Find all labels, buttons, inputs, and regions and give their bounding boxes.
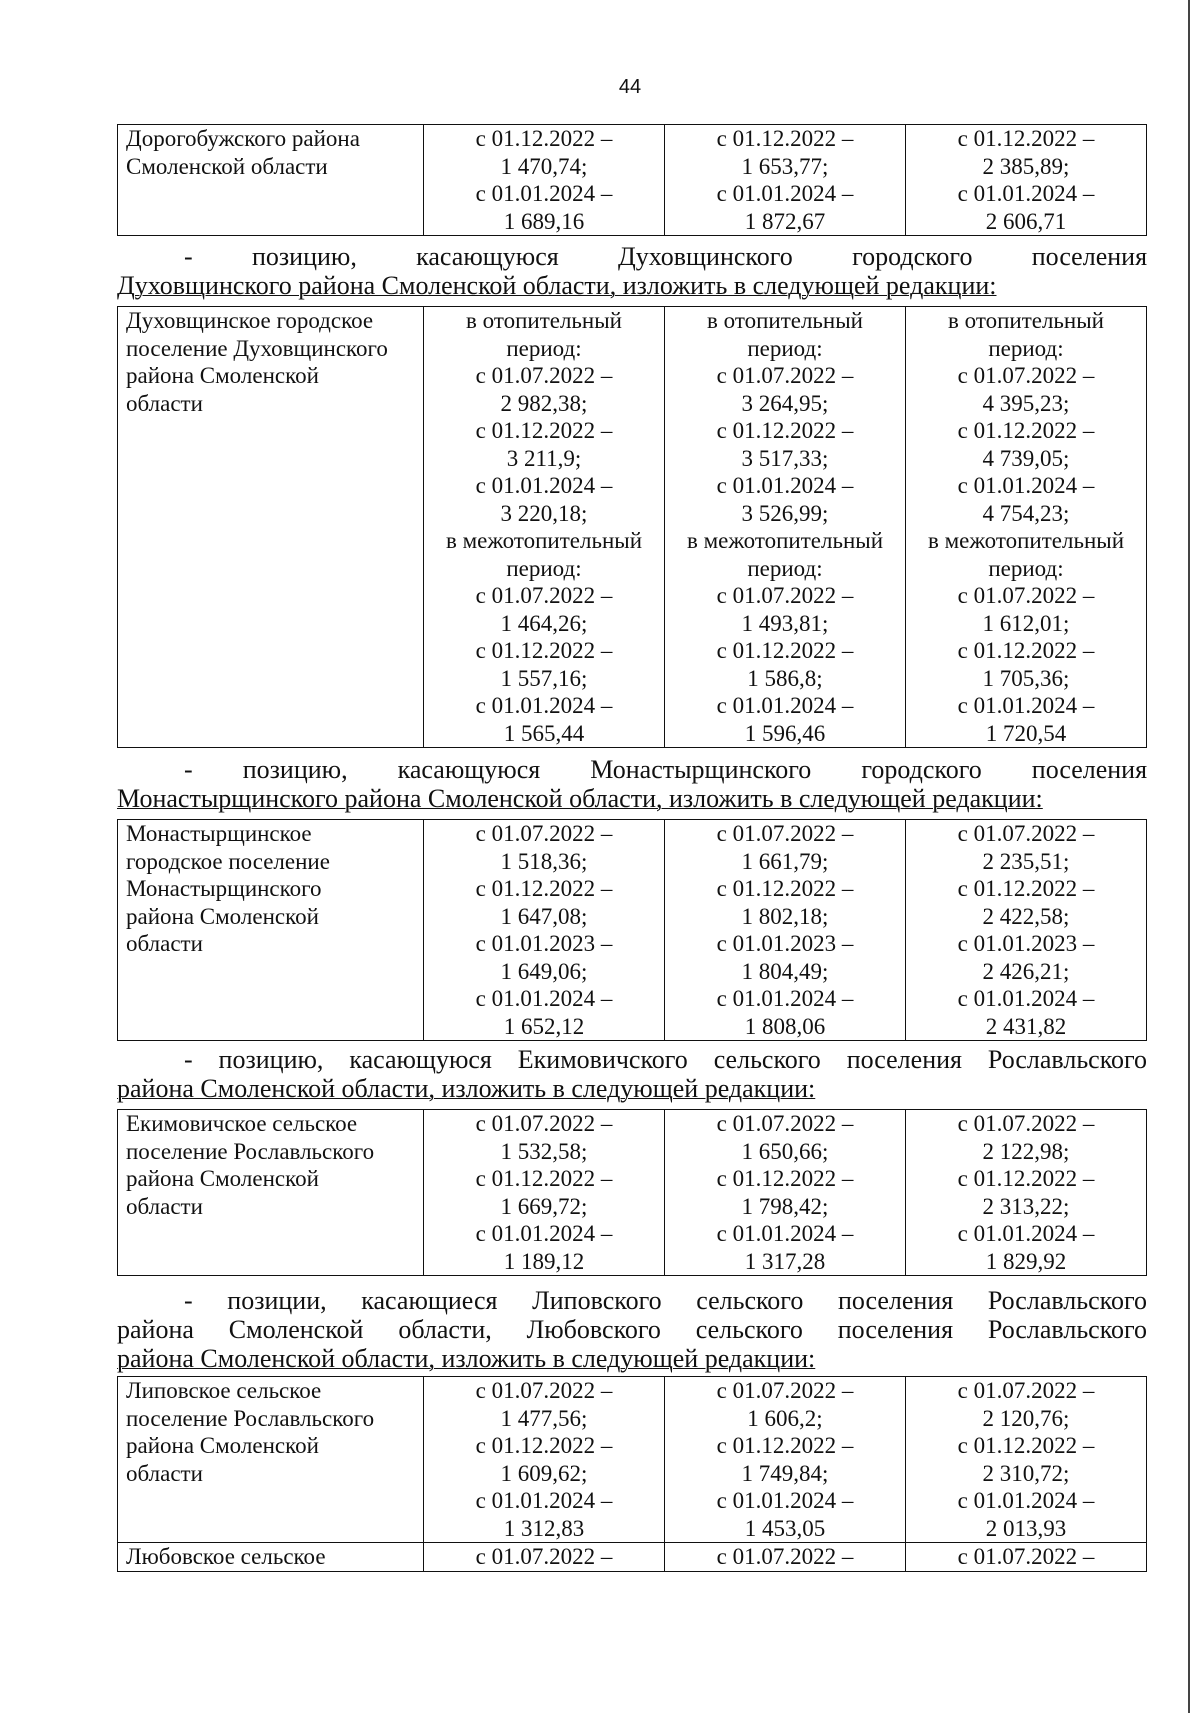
tariff-table bbox=[117, 1376, 1147, 1572]
tariff-value-line: 2 122,98; bbox=[982, 1138, 1070, 1164]
tariff-value-line: с 01.07.2022 – bbox=[475, 821, 613, 846]
paragraph-word: Духовщинского bbox=[618, 242, 793, 271]
paragraph-word: области, bbox=[398, 1315, 492, 1344]
tariff-value-line: период: bbox=[506, 555, 582, 581]
tariff-value-line: с 01.12.2022 – bbox=[475, 126, 613, 151]
table-dukhovshchina-block bbox=[117, 306, 1147, 748]
settlement-name-cell bbox=[118, 125, 424, 236]
paragraph-word: Рославльского bbox=[987, 1286, 1147, 1315]
paragraph-word: - bbox=[184, 755, 193, 784]
tariff-value-cell bbox=[906, 1543, 1147, 1572]
tariff-value-line: в межотопительный bbox=[927, 528, 1125, 553]
tariff-value-line: с 01.12.2022 – bbox=[957, 126, 1095, 151]
paragraph-word: касающуюся bbox=[397, 755, 541, 784]
tariff-value-line: 1 808,06 bbox=[744, 1013, 826, 1039]
tariff-value-line: с 01.12.2022 – bbox=[957, 876, 1095, 901]
tariff-value-cell bbox=[906, 307, 1147, 748]
tariff-value-line: 2 120,76; bbox=[982, 1405, 1070, 1431]
tariff-value-line: с 01.01.2024 – bbox=[716, 181, 854, 206]
tariff-table bbox=[117, 1109, 1147, 1276]
tariff-value-line: период: bbox=[988, 555, 1064, 581]
paragraph-word: поселения bbox=[846, 1045, 962, 1074]
paragraph-line: района Смоленской области, изложить в следующей редакции: bbox=[117, 1074, 816, 1103]
paragraph-word: позицию, bbox=[251, 242, 357, 271]
table-row bbox=[118, 1377, 1147, 1543]
settlement-name-cell bbox=[118, 307, 424, 748]
paragraph-word: сельского bbox=[696, 1286, 804, 1315]
tariff-value-cell bbox=[906, 125, 1147, 236]
settlement-name-line: Дорогобужского района bbox=[126, 126, 360, 151]
tariff-value-line: с 01.01.2024 – bbox=[957, 693, 1095, 718]
settlement-name-line: Монастырщинское bbox=[126, 821, 312, 846]
tariff-value-cell bbox=[906, 1377, 1147, 1543]
settlement-name-line: поселение Рославльского bbox=[126, 1405, 375, 1431]
settlement-name-line: Липовское сельское bbox=[126, 1378, 322, 1403]
tariff-value-line: период: bbox=[747, 555, 823, 581]
tariff-value-line: с 01.07.2022 – bbox=[475, 1544, 613, 1569]
tariff-value-line: 3 211,9; bbox=[506, 445, 582, 471]
settlement-name-cell bbox=[118, 1543, 424, 1572]
settlement-name-line: поселение Духовщинского bbox=[126, 335, 388, 361]
settlement-name-line: Любовское сельское bbox=[126, 1544, 326, 1569]
tariff-value-line: 2 426,21; bbox=[982, 958, 1070, 984]
tariff-value-line: с 01.01.2024 – bbox=[475, 1221, 613, 1246]
tariff-value-line: с 01.07.2022 – bbox=[957, 821, 1095, 846]
tariff-table bbox=[117, 306, 1147, 748]
tariff-value-line: 1 612,01; bbox=[982, 610, 1070, 636]
tariff-value-cell bbox=[906, 1110, 1147, 1276]
settlement-name-line: Духовщинское городское bbox=[126, 308, 374, 333]
tariff-value-line: с 01.01.2024 – bbox=[716, 986, 854, 1011]
paragraph-word: сельского bbox=[695, 1315, 803, 1344]
tariff-value-line: в отопительный bbox=[466, 308, 622, 333]
tariff-value-line: 3 526,99; bbox=[741, 500, 829, 526]
tariff-value-line: 1 606,2; bbox=[747, 1405, 823, 1431]
table-row bbox=[118, 820, 1147, 1041]
paragraph-word: Любовского bbox=[526, 1315, 661, 1344]
tariff-value-line: 1 493,81; bbox=[741, 610, 829, 636]
tariff-value-line: 1 557,16; bbox=[500, 665, 588, 691]
settlement-name-line: поселение Рославльского bbox=[126, 1138, 375, 1164]
tariff-value-line: 1 802,18; bbox=[741, 903, 829, 929]
tariff-value-line: с 01.12.2022 – bbox=[716, 876, 854, 901]
tariff-value-line: 3 264,95; bbox=[741, 390, 829, 416]
tariff-value-cell bbox=[424, 1110, 665, 1276]
paragraph-dukhovshchina bbox=[117, 242, 1147, 300]
paragraph-word: сельского bbox=[713, 1045, 821, 1074]
tariff-value-line: период: bbox=[747, 335, 823, 361]
tariff-value-line: 1 872,67 bbox=[744, 208, 826, 234]
tariff-value-line: 4 739,05; bbox=[982, 445, 1070, 471]
tariff-value-line: 1 798,42; bbox=[741, 1193, 829, 1219]
tariff-value-line: 2 313,22; bbox=[982, 1193, 1070, 1219]
tariff-value-line: с 01.01.2023 – bbox=[716, 931, 854, 956]
tariff-value-line: с 01.07.2022 – bbox=[475, 1111, 613, 1136]
settlement-name-line: района Смоленской bbox=[126, 363, 319, 388]
tariff-value-line: с 01.01.2024 – bbox=[716, 1221, 854, 1246]
tariff-table bbox=[117, 124, 1147, 236]
tariff-value-cell bbox=[424, 820, 665, 1041]
paragraph-word: касающиеся bbox=[361, 1286, 498, 1315]
tariff-value-line: с 01.07.2022 – bbox=[716, 1378, 854, 1403]
tariff-value-line: с 01.12.2022 – bbox=[475, 638, 613, 663]
paragraph-word: касающуюся bbox=[416, 242, 559, 271]
tariff-value-line: 1 586,8; bbox=[747, 665, 823, 691]
tariff-value-line: 1 596,46 bbox=[744, 720, 826, 746]
paragraph-word: поселения bbox=[1031, 755, 1148, 784]
tariff-value-line: с 01.01.2023 – bbox=[475, 931, 613, 956]
tariff-value-line: с 01.12.2022 – bbox=[716, 638, 854, 663]
paragraph-word: поселения bbox=[837, 1286, 954, 1315]
tariff-value-line: 1 705,36; bbox=[982, 665, 1070, 691]
tariff-value-line: 1 829,92 bbox=[985, 1248, 1067, 1274]
paragraph-word: Липовского bbox=[532, 1286, 662, 1315]
tariff-value-line: 1 661,79; bbox=[741, 848, 829, 874]
paragraph-word: позицию, bbox=[242, 755, 348, 784]
paragraph-word: - позицию, bbox=[184, 1045, 324, 1074]
tariff-value-line: 1 317,28 bbox=[744, 1248, 826, 1274]
table-ekimovichi-block bbox=[117, 1109, 1147, 1276]
settlement-name-line: Екимовичское сельское bbox=[126, 1111, 358, 1136]
tariff-value-line: 1 669,72; bbox=[500, 1193, 588, 1219]
tariff-value-line: период: bbox=[506, 335, 582, 361]
table-dorogobuzh-block bbox=[117, 124, 1147, 236]
paragraph-line: Духовщинского района Смоленской области, изложить в следующей редакции: bbox=[117, 271, 997, 300]
paragraph-word: поселения bbox=[837, 1315, 954, 1344]
tariff-value-cell bbox=[906, 820, 1147, 1041]
tariff-value-cell bbox=[665, 820, 906, 1041]
paragraph-monastyrshchina bbox=[117, 755, 1147, 813]
tariff-value-line: в отопительный bbox=[948, 308, 1104, 333]
tariff-value-line: период: bbox=[988, 335, 1064, 361]
paragraph-word: Смоленской bbox=[228, 1315, 364, 1344]
tariff-value-line: 2 385,89; bbox=[982, 153, 1070, 179]
table-row bbox=[118, 307, 1147, 748]
tariff-value-line: с 01.07.2022 – bbox=[716, 1544, 854, 1569]
settlement-name-line: района Смоленской bbox=[126, 903, 319, 929]
settlement-name-cell bbox=[118, 820, 424, 1041]
paragraph-line: района Смоленской области, изложить в следующей редакции: bbox=[117, 1344, 816, 1373]
tariff-value-line: с 01.12.2022 – bbox=[957, 418, 1095, 443]
tariff-value-line: с 01.12.2022 – bbox=[475, 1166, 613, 1191]
paragraph-ekimovichi bbox=[117, 1045, 1147, 1103]
tariff-value-line: 2 422,58; bbox=[982, 903, 1070, 929]
paragraph-word: позиции, bbox=[227, 1286, 327, 1315]
tariff-value-line: 1 647,08; bbox=[500, 903, 588, 929]
tariff-value-line: 1 477,56; bbox=[500, 1405, 588, 1431]
tariff-value-line: с 01.12.2022 – bbox=[475, 1433, 613, 1458]
tariff-value-cell bbox=[665, 307, 906, 748]
tariff-value-line: 1 689,16 bbox=[503, 208, 585, 234]
tariff-value-line: с 01.01.2024 – bbox=[716, 693, 854, 718]
tariff-value-line: 1 532,58; bbox=[500, 1138, 588, 1164]
tariff-value-line: с 01.01.2024 – bbox=[957, 181, 1095, 206]
tariff-value-line: с 01.01.2024 – bbox=[475, 1488, 613, 1513]
tariff-value-line: 1 189,12 bbox=[503, 1248, 585, 1274]
paragraph-word: района bbox=[117, 1315, 194, 1344]
paragraph-line: Монастырщинского района Смоленской области, изложить в следующей редакции: bbox=[117, 784, 1043, 813]
tariff-value-line: с 01.12.2022 – bbox=[716, 1433, 854, 1458]
tariff-value-line: с 01.01.2024 – bbox=[475, 693, 613, 718]
tariff-value-line: с 01.01.2024 – bbox=[475, 986, 613, 1011]
tariff-value-line: с 01.12.2022 – bbox=[957, 1433, 1095, 1458]
paragraph-word: - bbox=[184, 242, 193, 271]
paragraph-line bbox=[117, 1286, 1147, 1315]
tariff-table bbox=[117, 819, 1147, 1041]
table-row bbox=[118, 1110, 1147, 1276]
paragraph-word: Рославльского bbox=[987, 1315, 1148, 1344]
tariff-value-line: с 01.01.2024 – bbox=[475, 473, 613, 498]
paragraph-word: Екимовичского bbox=[517, 1045, 688, 1074]
tariff-value-line: с 01.01.2024 – bbox=[957, 1221, 1095, 1246]
settlement-name-line: области bbox=[126, 390, 203, 416]
tariff-value-cell bbox=[665, 1110, 906, 1276]
tariff-value-line: 1 470,74; bbox=[500, 153, 588, 179]
tariff-value-line: с 01.07.2022 – bbox=[475, 1378, 613, 1403]
tariff-value-line: 1 804,49; bbox=[741, 958, 829, 984]
tariff-value-cell bbox=[665, 1543, 906, 1572]
tariff-value-line: с 01.07.2022 – bbox=[716, 363, 854, 388]
paragraph-word: городского bbox=[852, 242, 973, 271]
tariff-value-line: с 01.07.2022 – bbox=[957, 1544, 1095, 1569]
tariff-value-line: с 01.01.2023 – bbox=[957, 931, 1095, 956]
tariff-value-cell bbox=[424, 1543, 665, 1572]
tariff-value-line: с 01.07.2022 – bbox=[716, 1111, 854, 1136]
tariff-value-line: с 01.01.2024 – bbox=[716, 1488, 854, 1513]
tariff-value-line: в отопительный bbox=[707, 308, 863, 333]
paragraph-word: Рославльского bbox=[987, 1045, 1148, 1074]
tariff-value-cell bbox=[424, 307, 665, 748]
tariff-value-line: в межотопительный bbox=[445, 528, 643, 553]
tariff-value-line: с 01.07.2022 – bbox=[957, 583, 1095, 608]
settlement-name-line: области bbox=[126, 931, 203, 956]
paragraph-word: Монастырщинского bbox=[590, 755, 812, 784]
table-monastyrshchina-block bbox=[117, 819, 1147, 1041]
tariff-value-line: с 01.07.2022 – bbox=[475, 583, 613, 608]
tariff-value-line: с 01.12.2022 – bbox=[957, 638, 1095, 663]
tariff-value-line: 2 235,51; bbox=[982, 848, 1070, 874]
tariff-value-line: с 01.07.2022 – bbox=[957, 1378, 1095, 1403]
settlement-name-line: области bbox=[126, 1193, 203, 1219]
tariff-value-line: с 01.12.2022 – bbox=[716, 1166, 854, 1191]
paragraph-word: городского bbox=[861, 755, 982, 784]
tariff-value-line: с 01.01.2024 – bbox=[957, 1488, 1095, 1513]
settlement-name-line: городское поселение bbox=[126, 848, 330, 874]
tariff-value-line: 2 606,71 bbox=[985, 208, 1067, 234]
tariff-value-line: 1 653,77; bbox=[741, 153, 829, 179]
settlement-name-line: района Смоленской bbox=[126, 1166, 319, 1191]
tariff-value-line: с 01.12.2022 – bbox=[716, 418, 854, 443]
tariff-value-line: 3 220,18; bbox=[500, 500, 588, 526]
tariff-value-line: 1 464,26; bbox=[500, 610, 588, 636]
tariff-value-line: 2 982,38; bbox=[500, 390, 588, 416]
tariff-value-line: с 01.12.2022 – bbox=[475, 418, 613, 443]
tariff-value-line: с 01.01.2024 – bbox=[957, 986, 1095, 1011]
tariff-value-line: с 01.12.2022 – bbox=[957, 1166, 1095, 1191]
tariff-value-line: с 01.07.2022 – bbox=[957, 363, 1095, 388]
tariff-value-line: 3 517,33; bbox=[741, 445, 829, 471]
tariff-value-line: с 01.12.2022 – bbox=[475, 876, 613, 901]
tariff-value-line: 4 395,23; bbox=[982, 390, 1070, 416]
tariff-value-line: 1 749,84; bbox=[741, 1460, 829, 1486]
tariff-value-line: 1 649,06; bbox=[500, 958, 588, 984]
table-row bbox=[118, 1543, 1147, 1572]
tariff-value-line: 1 312,83 bbox=[503, 1515, 585, 1541]
paragraph-line bbox=[117, 1045, 1147, 1074]
page-edge-line bbox=[1188, 0, 1190, 1713]
tariff-value-line: 2 013,93 bbox=[985, 1515, 1067, 1541]
settlement-name-line: области bbox=[126, 1460, 203, 1486]
tariff-value-line: в межотопительный bbox=[686, 528, 884, 553]
paragraph-word: касающуюся bbox=[349, 1045, 492, 1074]
tariff-value-line: 4 754,23; bbox=[982, 500, 1070, 526]
tariff-value-line: 1 720,54 bbox=[985, 720, 1067, 746]
tariff-value-line: 2 431,82 bbox=[985, 1013, 1067, 1039]
settlement-name-line: района Смоленской bbox=[126, 1433, 319, 1458]
tariff-value-line: 1 652,12 bbox=[503, 1013, 585, 1039]
paragraph-word: поселения bbox=[1031, 242, 1148, 271]
paragraph-line bbox=[117, 755, 1147, 784]
paragraph-lipovskoe-lyubovskoe bbox=[117, 1286, 1147, 1373]
tariff-value-cell bbox=[665, 1377, 906, 1543]
tariff-value-line: с 01.07.2022 – bbox=[716, 583, 854, 608]
tariff-value-line: 1 609,62; bbox=[500, 1460, 588, 1486]
settlement-name-line: Смоленской области bbox=[126, 153, 328, 179]
tariff-value-line: с 01.12.2022 – bbox=[716, 126, 854, 151]
tariff-value-cell bbox=[665, 125, 906, 236]
paragraph-word: - bbox=[184, 1286, 193, 1315]
tariff-value-line: 1 565,44 bbox=[503, 720, 585, 746]
tariff-value-line: с 01.07.2022 – bbox=[957, 1111, 1095, 1136]
tariff-value-line: 2 310,72; bbox=[982, 1460, 1070, 1486]
tariff-value-line: с 01.07.2022 – bbox=[475, 363, 613, 388]
table-lipovskoe-block bbox=[117, 1376, 1147, 1572]
tariff-value-line: 1 518,36; bbox=[500, 848, 588, 874]
settlement-name-cell bbox=[118, 1110, 424, 1276]
tariff-value-line: с 01.01.2024 – bbox=[957, 473, 1095, 498]
paragraph-line bbox=[117, 1315, 1147, 1344]
tariff-value-line: с 01.01.2024 – bbox=[716, 473, 854, 498]
page-number: 44 bbox=[618, 76, 642, 98]
paragraph-line bbox=[117, 242, 1147, 271]
tariff-value-cell bbox=[424, 1377, 665, 1543]
settlement-name-line: Монастырщинского bbox=[126, 876, 322, 901]
tariff-value-line: 1 453,05 bbox=[744, 1515, 826, 1541]
tariff-value-line: с 01.01.2024 – bbox=[475, 181, 613, 206]
table-row bbox=[118, 125, 1147, 236]
tariff-value-cell bbox=[424, 125, 665, 236]
settlement-name-cell bbox=[118, 1377, 424, 1543]
tariff-value-line: с 01.07.2022 – bbox=[716, 821, 854, 846]
tariff-value-line: 1 650,66; bbox=[741, 1138, 829, 1164]
